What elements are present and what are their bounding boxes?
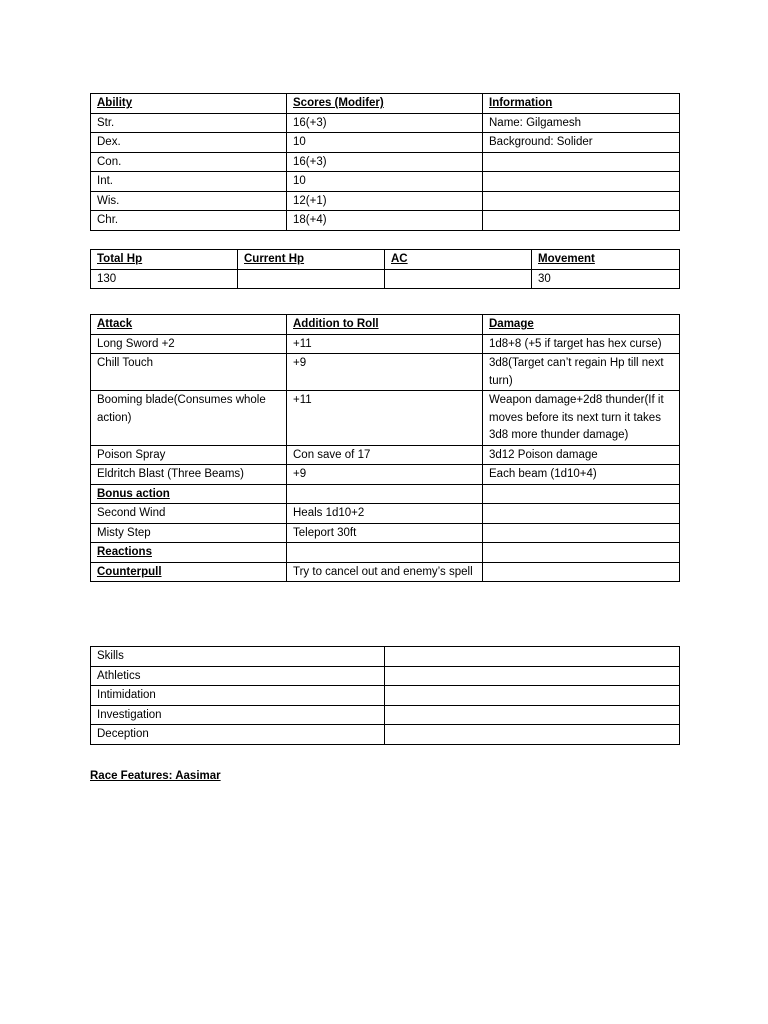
attack-name: Poison Spray [91,445,287,465]
table-row [91,647,680,667]
table-row [91,445,680,465]
table-row [91,152,680,172]
attack-roll: +9 [287,354,483,391]
skill-name: Investigation [91,705,385,725]
skill-name: Skills [91,647,385,667]
table-header-row [91,315,680,335]
ability-name: Chr. [91,211,287,231]
table-row [91,391,680,446]
skill-value [385,647,680,667]
ability-score: 16(+3) [287,152,483,172]
attack-name: Long Sword +2 [91,334,287,354]
attack-damage [483,543,680,563]
attack-roll: +11 [287,334,483,354]
ability-score: 10 [287,172,483,192]
attack-table [90,314,680,582]
table-row [91,686,680,706]
skill-name: Athletics [91,666,385,686]
table-row [91,705,680,725]
attack-name: Eldritch Blast (Three Beams) [91,465,287,485]
ability-name: Str. [91,113,287,133]
ability-name: Wis. [91,191,287,211]
information-cell: Background: Solider [483,133,680,153]
table-row [91,504,680,524]
attack-name: Second Wind [91,504,287,524]
table-row [91,191,680,211]
table-row [91,725,680,745]
information-cell [483,152,680,172]
attack-damage: 3d8(Target can’t regain Hp till next turn) [483,354,680,391]
header-information: Information [483,94,680,114]
attack-roll: Con save of 17 [287,445,483,465]
stats-table [90,249,680,289]
attack-damage [483,562,680,582]
total-hp-value: 130 [91,269,238,289]
header-addition-to-roll: Addition to Roll [287,315,483,335]
skill-name: Intimidation [91,686,385,706]
ability-score: 16(+3) [287,113,483,133]
attack-roll: Teleport 30ft [287,523,483,543]
table-row [91,484,680,504]
attack-roll: Heals 1d10+2 [287,504,483,524]
header-attack: Attack [91,315,287,335]
header-scores: Scores (Modifer) [287,94,483,114]
section-bonus-action: Bonus action [91,484,287,504]
table-row [91,523,680,543]
attack-damage: 1d8+8 (+5 if target has hex curse) [483,334,680,354]
attack-name: Misty Step [91,523,287,543]
table-row [91,666,680,686]
table-row [91,334,680,354]
skills-table [90,646,680,745]
skill-value [385,686,680,706]
skill-value [385,666,680,686]
table-row [91,562,680,582]
ability-score: 18(+4) [287,211,483,231]
information-cell [483,191,680,211]
movement-value: 30 [532,269,680,289]
race-features-heading: Race Features: Aasimar [90,770,221,782]
information-cell [483,172,680,192]
header-current-hp: Current Hp [238,250,385,270]
ability-score: 10 [287,133,483,153]
ac-value [385,269,532,289]
attack-roll [287,484,483,504]
header-movement: Movement [532,250,680,270]
table-row [91,211,680,231]
table-header-row [91,250,680,270]
attack-roll: +9 [287,465,483,485]
table-row [91,269,680,289]
header-ac: AC [385,250,532,270]
table-row [91,172,680,192]
attack-damage [483,484,680,504]
header-total-hp: Total Hp [91,250,238,270]
ability-name: Con. [91,152,287,172]
attack-name: Booming blade(Consumes whole action) [91,391,287,446]
table-header-row [91,94,680,114]
ability-table [90,93,680,231]
table-row [91,354,680,391]
header-ability: Ability [91,94,287,114]
table-row [91,465,680,485]
attack-roll: Try to cancel out and enemy’s spell [287,562,483,582]
table-row [91,113,680,133]
attack-damage: Weapon damage+2d8 thunder(If it moves before its next turn it takes 3d8 more thunder damage) [483,391,680,446]
table-row [91,133,680,153]
ability-score: 12(+1) [287,191,483,211]
attack-roll [287,543,483,563]
information-cell [483,211,680,231]
skill-value [385,705,680,725]
reaction-counterpull: Counterpull [91,562,287,582]
table-row [91,543,680,563]
current-hp-value [238,269,385,289]
attack-roll: +11 [287,391,483,446]
information-cell: Name: Gilgamesh [483,113,680,133]
section-reactions: Reactions [91,543,287,563]
attack-damage [483,523,680,543]
attack-damage: 3d12 Poison damage [483,445,680,465]
ability-name: Int. [91,172,287,192]
attack-damage [483,504,680,524]
skill-name: Deception [91,725,385,745]
skill-value [385,725,680,745]
header-damage: Damage [483,315,680,335]
attack-damage: Each beam (1d10+4) [483,465,680,485]
ability-name: Dex. [91,133,287,153]
attack-name: Chill Touch [91,354,287,391]
